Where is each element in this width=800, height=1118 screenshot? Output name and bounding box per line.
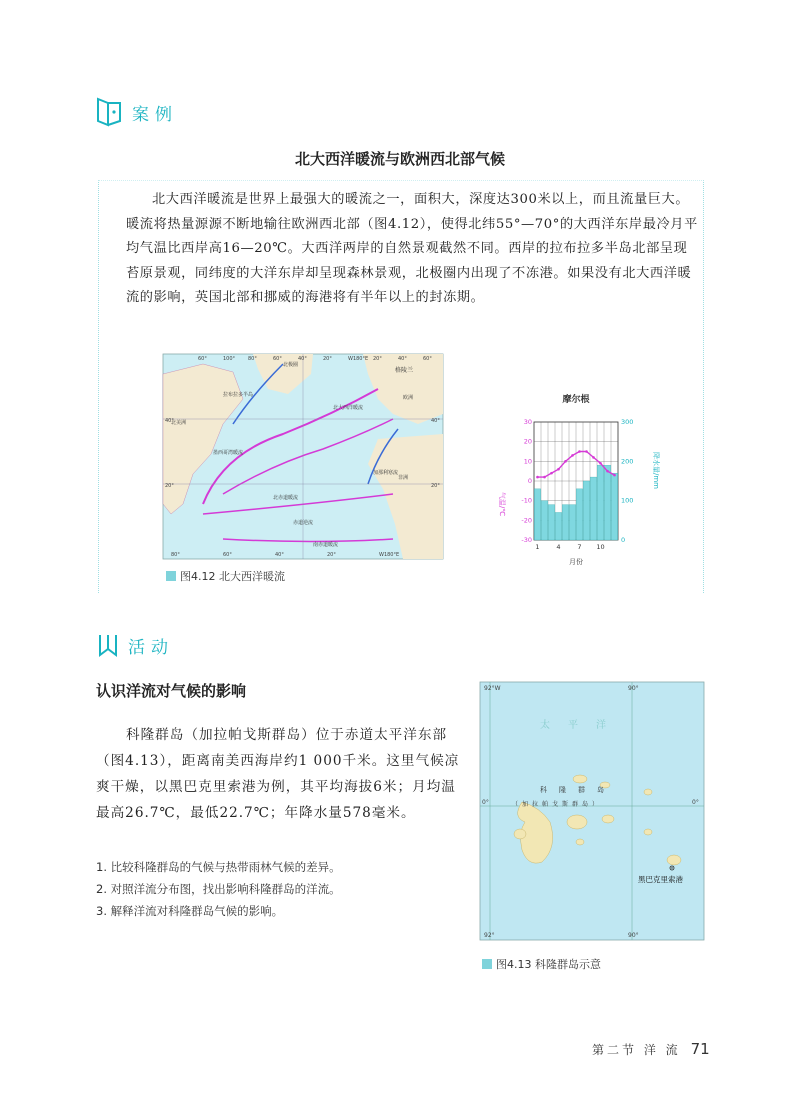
arctic-circle-label: 北极圈 xyxy=(283,362,299,368)
figure-4-13-caption-text: 图4.13 科隆群岛示意 xyxy=(496,958,601,971)
right-tick: 100 xyxy=(621,496,634,505)
temperature-point xyxy=(578,450,581,453)
temperature-point xyxy=(564,460,567,463)
map-top-tick: 60° xyxy=(423,356,432,362)
tick-top-right: 90° xyxy=(628,685,639,692)
port-label: 黑巴克里索港 xyxy=(638,875,683,884)
climate-chart xyxy=(498,392,660,567)
temperature-point xyxy=(606,470,609,473)
question-item: 2. 对照洋流分布图，找出影响科隆群岛的洋流。 xyxy=(96,882,341,896)
left-tick: 20 xyxy=(523,437,532,446)
ocean-label: 太平洋 xyxy=(540,720,624,731)
precipitation-bar xyxy=(583,481,589,540)
map-right-tick: 20° xyxy=(431,483,440,489)
case-title: 北大西洋暖流与欧洲西北部气候 xyxy=(294,150,505,168)
canary-label: 加那利寒流 xyxy=(373,470,399,476)
map-top-tick: 60° xyxy=(198,356,207,362)
activity-title: 认识洋流对气候的影响 xyxy=(96,682,247,700)
precipitation-bar xyxy=(541,501,547,540)
right-tick: 300 xyxy=(621,418,634,426)
precipitation-bar xyxy=(555,512,561,540)
right-axis-label: 降水量/mm xyxy=(652,452,660,489)
caption-marker-icon xyxy=(482,959,492,969)
activity-section-header xyxy=(96,629,174,661)
precipitation-bar xyxy=(590,477,596,540)
question-list xyxy=(96,856,466,922)
x-axis-label: 月份 xyxy=(569,558,583,566)
precipitation-bar xyxy=(562,505,568,540)
temperature-point xyxy=(592,456,595,459)
map-bottom-tick: W180°E xyxy=(379,552,400,558)
left-tick: 0 xyxy=(527,477,532,485)
case-paragraph: 北大西洋暖流是世界上最强大的暖流之一，面积大，深度达300米以上，而且流量巨大。暖流将热量源源不断地输往欧洲西北部（图4.12），使得北纬55°—70°的大西洋东岸最冷月平均气温比西岸高16—20℃。大西洋两岸的自然景观截然不同。西岸的拉布拉多半岛北部呈现苔原景观，同纬度的大洋东岸却呈现森林景观，北极圈内出现了不冻港。如果没有北大西洋暖流的影响，英国北部和挪威的海港将有半年以上的封冻期。 xyxy=(126,192,698,305)
map-left-tick: 20° xyxy=(165,483,174,489)
temperature-point xyxy=(550,472,553,475)
x-tick: 1 xyxy=(535,543,540,551)
islands-alt-label: （加拉帕戈斯群岛） xyxy=(512,801,603,808)
tick-top-left: 92°W xyxy=(484,685,501,692)
figure-4-12-caption-text: 图4.12 北大西洋暖流 xyxy=(180,570,285,583)
gulf-stream-label: 墨西哥湾暖流 xyxy=(213,450,244,456)
question-item: 3. 解释洋流对科隆群岛气候的影响。 xyxy=(96,904,284,918)
page-footer xyxy=(592,1040,710,1058)
precipitation-bar xyxy=(569,505,575,540)
map-top-tick: W180°E xyxy=(348,356,369,362)
temperature-point xyxy=(536,476,539,479)
labrador-label: 拉布拉多半岛 xyxy=(223,392,254,398)
left-tick: 10 xyxy=(523,457,532,466)
map-right-tick: 40° xyxy=(431,418,440,424)
precipitation-bar xyxy=(576,489,582,540)
case-label: 案例 xyxy=(132,104,178,125)
map-top-tick: 100° xyxy=(223,356,236,362)
left-axis-label: 气温/℃ xyxy=(498,492,506,517)
temperature-point xyxy=(571,454,574,457)
map-bottom-tick: 80° xyxy=(171,552,180,558)
temperature-point xyxy=(613,474,616,477)
counter-current-label: 赤道逆流 xyxy=(293,520,314,526)
page-number: 71 xyxy=(690,1040,710,1058)
map-top-tick: 20° xyxy=(323,356,332,362)
tick-bottom-left: 92° xyxy=(484,932,495,939)
temperature-point xyxy=(543,476,546,479)
temperature-point xyxy=(557,468,560,471)
map-top-tick: 80° xyxy=(248,356,257,362)
map-top-tick: 40° xyxy=(398,356,407,362)
right-tick: 0 xyxy=(621,536,626,544)
figure-4-13-caption xyxy=(482,956,601,972)
precipitation-bar xyxy=(597,465,603,540)
africa-label: 非洲 xyxy=(398,475,409,481)
left-tick: -10 xyxy=(521,496,532,505)
north-equatorial-label: 北赤道暖流 xyxy=(273,495,299,501)
map-top-tick: 20° xyxy=(373,356,382,362)
question-item: 1. 比较科隆群岛的气候与热带雨林气候的差异。 xyxy=(96,860,341,874)
map-bottom-tick: 40° xyxy=(275,552,284,558)
map-left-tick: 40° xyxy=(165,418,174,424)
left-tick: -20 xyxy=(521,516,532,525)
greenland-label: 格陵兰 xyxy=(395,367,414,374)
book-icon xyxy=(96,97,122,127)
tick-left: 0° xyxy=(482,799,489,806)
tick-bottom-right: 90° xyxy=(628,932,639,939)
x-tick: 7 xyxy=(577,543,582,551)
left-tick: 30 xyxy=(523,418,532,426)
footer-section: 第二节 洋 流 xyxy=(592,1043,681,1057)
x-tick: 10 xyxy=(596,543,605,551)
tick-right: 0° xyxy=(692,799,699,806)
map-bottom-tick: 20° xyxy=(327,552,336,558)
islands-label: 科隆群岛 xyxy=(540,786,616,794)
temperature-point xyxy=(585,450,588,453)
precipitation-bar xyxy=(534,489,540,540)
south-equatorial-label: 南赤道暖流 xyxy=(313,542,339,548)
north-atlantic-current-map xyxy=(163,354,443,559)
galapagos-map xyxy=(480,682,704,940)
left-tick: -30 xyxy=(521,536,532,544)
activity-icon xyxy=(96,631,120,659)
x-tick: 4 xyxy=(556,543,561,551)
map-top-tick: 40° xyxy=(298,356,307,362)
caption-marker-icon xyxy=(166,571,176,581)
case-section-header xyxy=(96,96,178,128)
precipitation-bar xyxy=(604,465,610,540)
north-america-label: 北美洲 xyxy=(171,420,187,426)
activity-paragraph: 科隆群岛（加拉帕戈斯群岛）位于赤道太平洋东部（图4.13），距离南美西海岸约1 000千米。这里气候凉爽干燥，以黑巴克里索港为例，其平均海拔6米；月均温最高26.7℃，最低22.7℃；年降水量578毫米。 xyxy=(96,727,460,821)
activity-label: 活动 xyxy=(128,637,174,658)
north-atlantic-drift-label: 北大西洋暖流 xyxy=(333,405,364,411)
chart-title: 摩尔根 xyxy=(562,395,590,405)
map-bottom-tick: 60° xyxy=(223,552,232,558)
temperature-point xyxy=(599,462,602,465)
figure-4-12-caption xyxy=(166,568,285,584)
precipitation-bar xyxy=(548,505,554,540)
precipitation-bar xyxy=(611,473,617,540)
europe-label: 欧洲 xyxy=(403,395,414,401)
right-tick: 200 xyxy=(621,457,634,466)
map-top-tick: 60° xyxy=(273,356,282,362)
